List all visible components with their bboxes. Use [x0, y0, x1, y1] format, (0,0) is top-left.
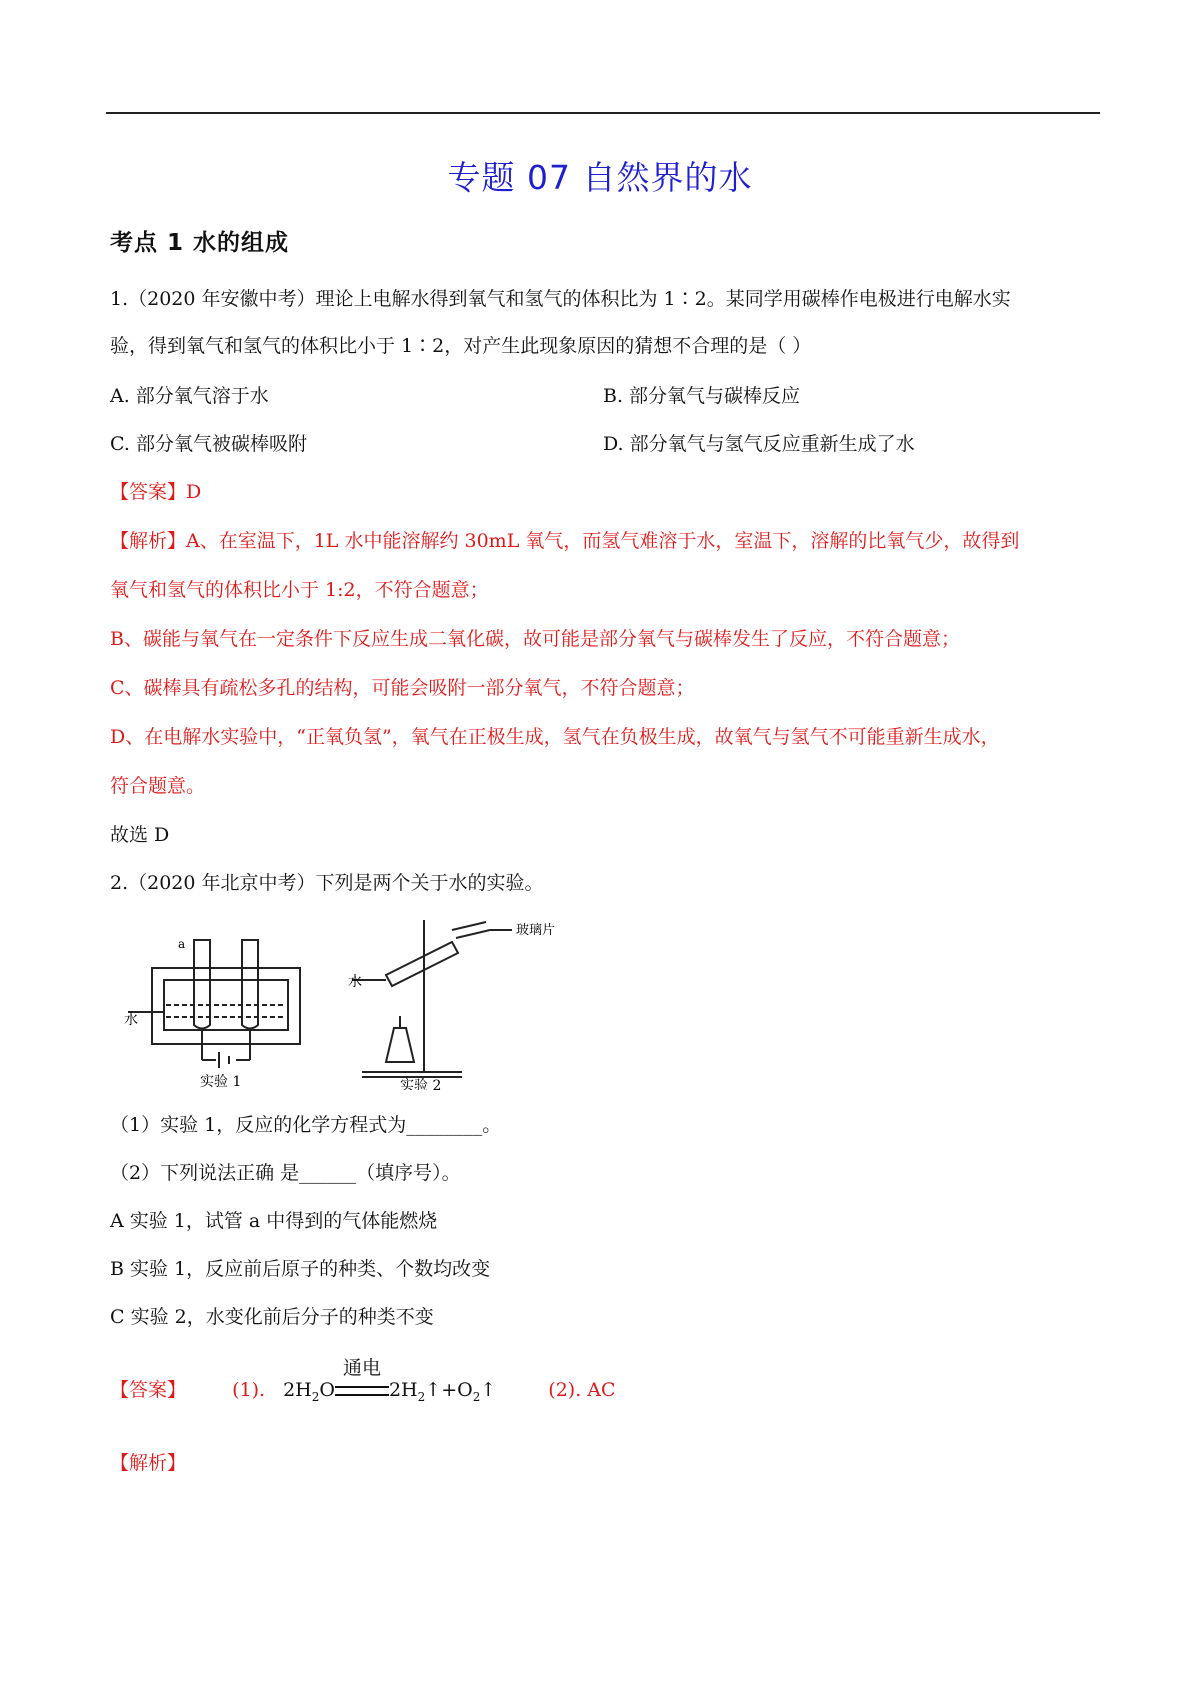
q2-analysis-label: 【解析】 — [110, 1452, 187, 1474]
water-label-1: 水 — [124, 1012, 138, 1028]
q1-analysis-line: 氧气和氢气的体积比小于 1:2，不符合题意； — [110, 579, 489, 601]
q1-option-d: D. 部分氧气与氢气反应重新生成了水 — [603, 433, 915, 455]
q2-item: C 实验 2，水变化前后分子的种类不变 — [110, 1306, 434, 1328]
q1-analysis-line: 【解析】A、在室温下，1L 水中能溶解约 30mL 氧气，而氢气难溶于水，室温下，溶解的比氧气少，故得到 — [110, 530, 1020, 552]
q1-analysis-line: C、碳棒具有疏松多孔的结构，可能会吸附一部分氧气，不符合题意； — [110, 677, 695, 699]
q2-answer — [110, 1357, 616, 1404]
chemical-equation: $2H_2O$ 通电 $2H_2↑+O_2↑$ — [283, 1357, 497, 1404]
q2-item: A 实验 1，试管 a 中得到的气体能燃烧 — [110, 1210, 438, 1232]
header-rule — [106, 112, 1100, 114]
tube-a-label: a — [178, 937, 186, 951]
q1-analysis-line: 符合题意。 — [110, 775, 206, 797]
q1-analysis-line: D、在电解水实验中，“正氧负氢”，氧气在正极生成，氢气在负极生成，故氧气与氢气不可能重新生成水， — [110, 726, 1000, 748]
q1-analysis-line: B、碳能与氧气在一定条件下反应生成二氧化碳，故可能是部分氧气与碳棒发生了反应，不符合题意； — [110, 628, 960, 650]
q1-stem-line-1: 1.（2020 年安徽中考）理论上电解水得到氧气和氢气的体积比为 1∶2。某同学用碳棒作电极进行电解水实 — [110, 288, 1011, 310]
answer-part-1: (1). — [232, 1379, 266, 1401]
answer-label: 【答案】 — [110, 1379, 187, 1401]
experiment-1-label: 实验 1 — [200, 1074, 242, 1090]
experiment-figure — [124, 920, 584, 1094]
q1-conclusion: 故选 D — [110, 824, 170, 846]
q2-sub1: （1）实验 1，反应的化学方程式为________。 — [110, 1114, 502, 1136]
q1-option-a: A. 部分氧气溶于水 — [110, 385, 269, 407]
answer-part-2: (2). AC — [548, 1379, 616, 1401]
q1-option-c: C. 部分氧气被碳棒吸附 — [110, 433, 307, 455]
experiment-diagram — [124, 920, 584, 1090]
page-title: 专题 07 自然界的水 — [447, 158, 753, 197]
experiment-2-label: 实验 2 — [400, 1078, 442, 1090]
q1-option-b: B. 部分氧气与碳棒反应 — [603, 385, 801, 407]
equation-condition: 通电 — [335, 1379, 389, 1401]
glass-sheet-label: 玻璃片 — [516, 923, 556, 938]
q2-item: B 实验 1，反应前后原子的种类、个数均改变 — [110, 1258, 491, 1280]
water-label-2: 水 — [348, 974, 362, 990]
q1-stem-line-2: 验，得到氧气和氢气的体积比小于 1∶2，对产生此现象原因的猜想不合理的是（ ） — [110, 335, 812, 357]
q2-sub2: （2）下列说法正确 是______（填序号）。 — [110, 1162, 461, 1184]
section-heading: 考点 1 水的组成 — [110, 230, 290, 256]
q1-answer: 【答案】D — [110, 481, 202, 503]
q2-stem: 2.（2020 年北京中考）下列是两个关于水的实验。 — [110, 872, 544, 894]
